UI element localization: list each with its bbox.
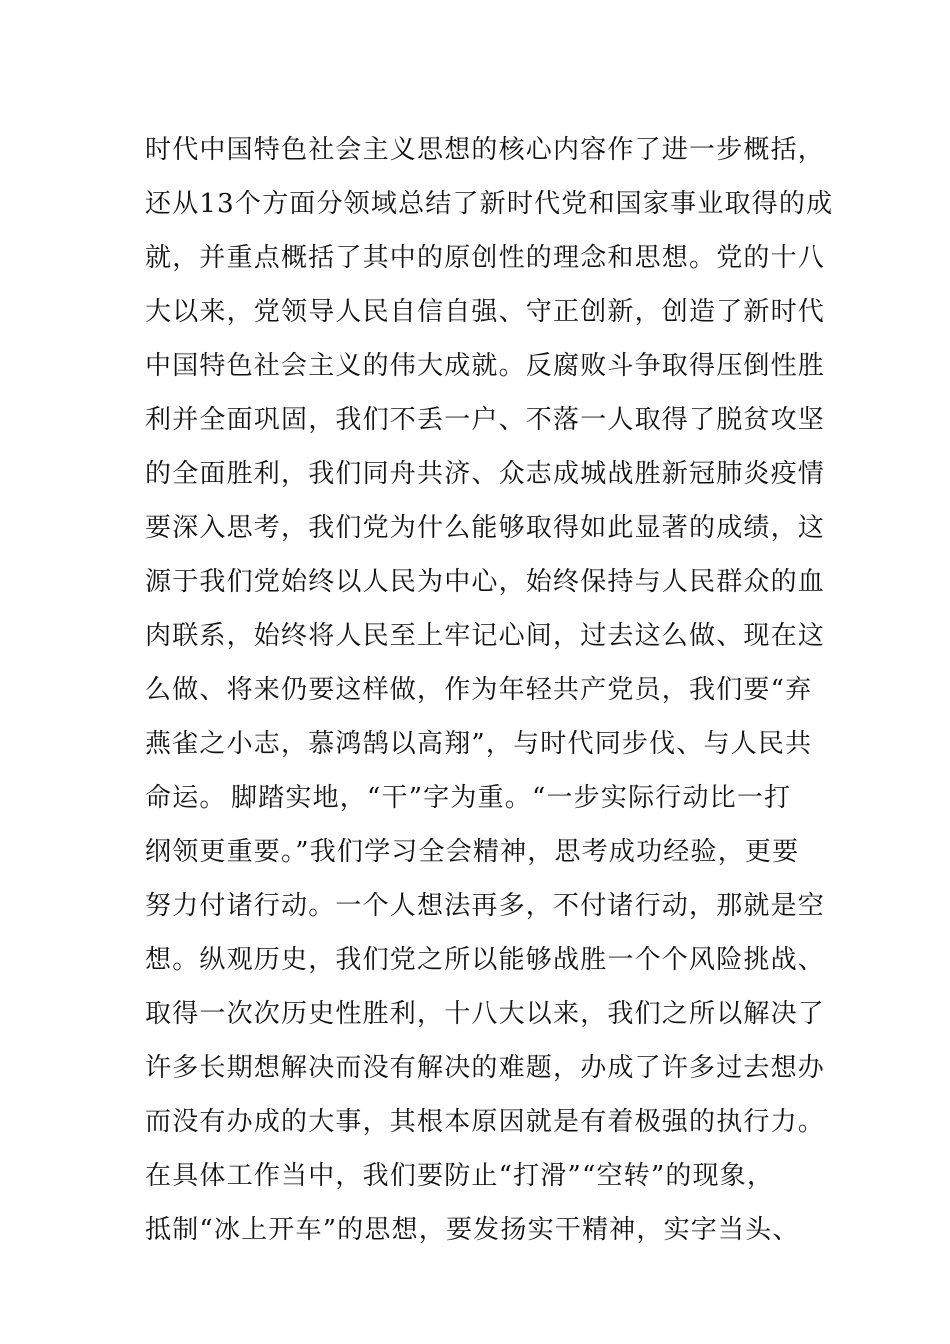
- text-line: 抵制“冰上开车”的思想，要发扬实干精神，实字当头、: [145, 1215, 800, 1245]
- text-line: 的全面胜利，我们同舟共济、众志成城战胜新冠肺炎疫情: [145, 459, 826, 489]
- text-line: 么做、将来仍要这样做，作为年轻共产党员，我们要“弃: [145, 675, 813, 705]
- text-line: 就，并重点概括了其中的原创性的理念和思想。党的十八: [145, 243, 826, 273]
- text-line: 大以来，党领导人民自信自强、守正创新，创造了新时代: [145, 297, 826, 327]
- text-line: 在具体工作当中，我们要防止“打滑”“空转”的现象，: [145, 1161, 775, 1191]
- text-line: 命运。: [145, 783, 227, 813]
- paragraph-2: [145, 771, 826, 1257]
- text-line: 许多长期想解决而没有解决的难题，办成了许多过去想办: [145, 1053, 826, 1083]
- text-line: 要深入思考，我们党为什么能够取得如此显著的成绩，这: [145, 513, 826, 543]
- text-line: 而没有办成的大事，其根本原因就是有着极强的执行力。: [145, 1107, 826, 1137]
- text-line: 利并全面巩固，我们不丢一户、不落一人取得了脱贫攻坚: [145, 405, 826, 435]
- text-line: 努力付诸行动。一个人想法再多，不付诸行动，那就是空: [145, 891, 826, 921]
- text-line: 肉联系，始终将人民至上牢记心间，过去这么做、现在这: [145, 621, 826, 651]
- paragraph-1: [145, 123, 834, 825]
- text-line: 脚踏实地，“干”字为重。“一步实际行动比一打: [231, 783, 792, 813]
- text-line: 还从13个方面分领域总结了新时代党和国家事业取得的成: [145, 189, 834, 219]
- text-line: 想。纵观历史，我们党之所以能够战胜一个个风险挑战、: [145, 945, 826, 975]
- text-line: 纲领更重要。”我们学习全会精神，思考成功经验，更要: [145, 837, 800, 867]
- text-line: 源于我们党始终以人民为中心，始终保持与人民群众的血: [145, 567, 826, 597]
- text-line: 燕雀之小志，慕鸿鹄以高翔”，与时代同步伐、与人民共: [145, 729, 813, 759]
- text-line: 中国特色社会主义的伟大成就。反腐败斗争取得压倒性胜: [145, 351, 826, 381]
- text-line: 取得一次次历史性胜利，十八大以来，我们之所以解决了: [145, 999, 826, 1029]
- text-line: 时代中国特色社会主义思想的核心内容作了进一步概括，: [145, 135, 826, 165]
